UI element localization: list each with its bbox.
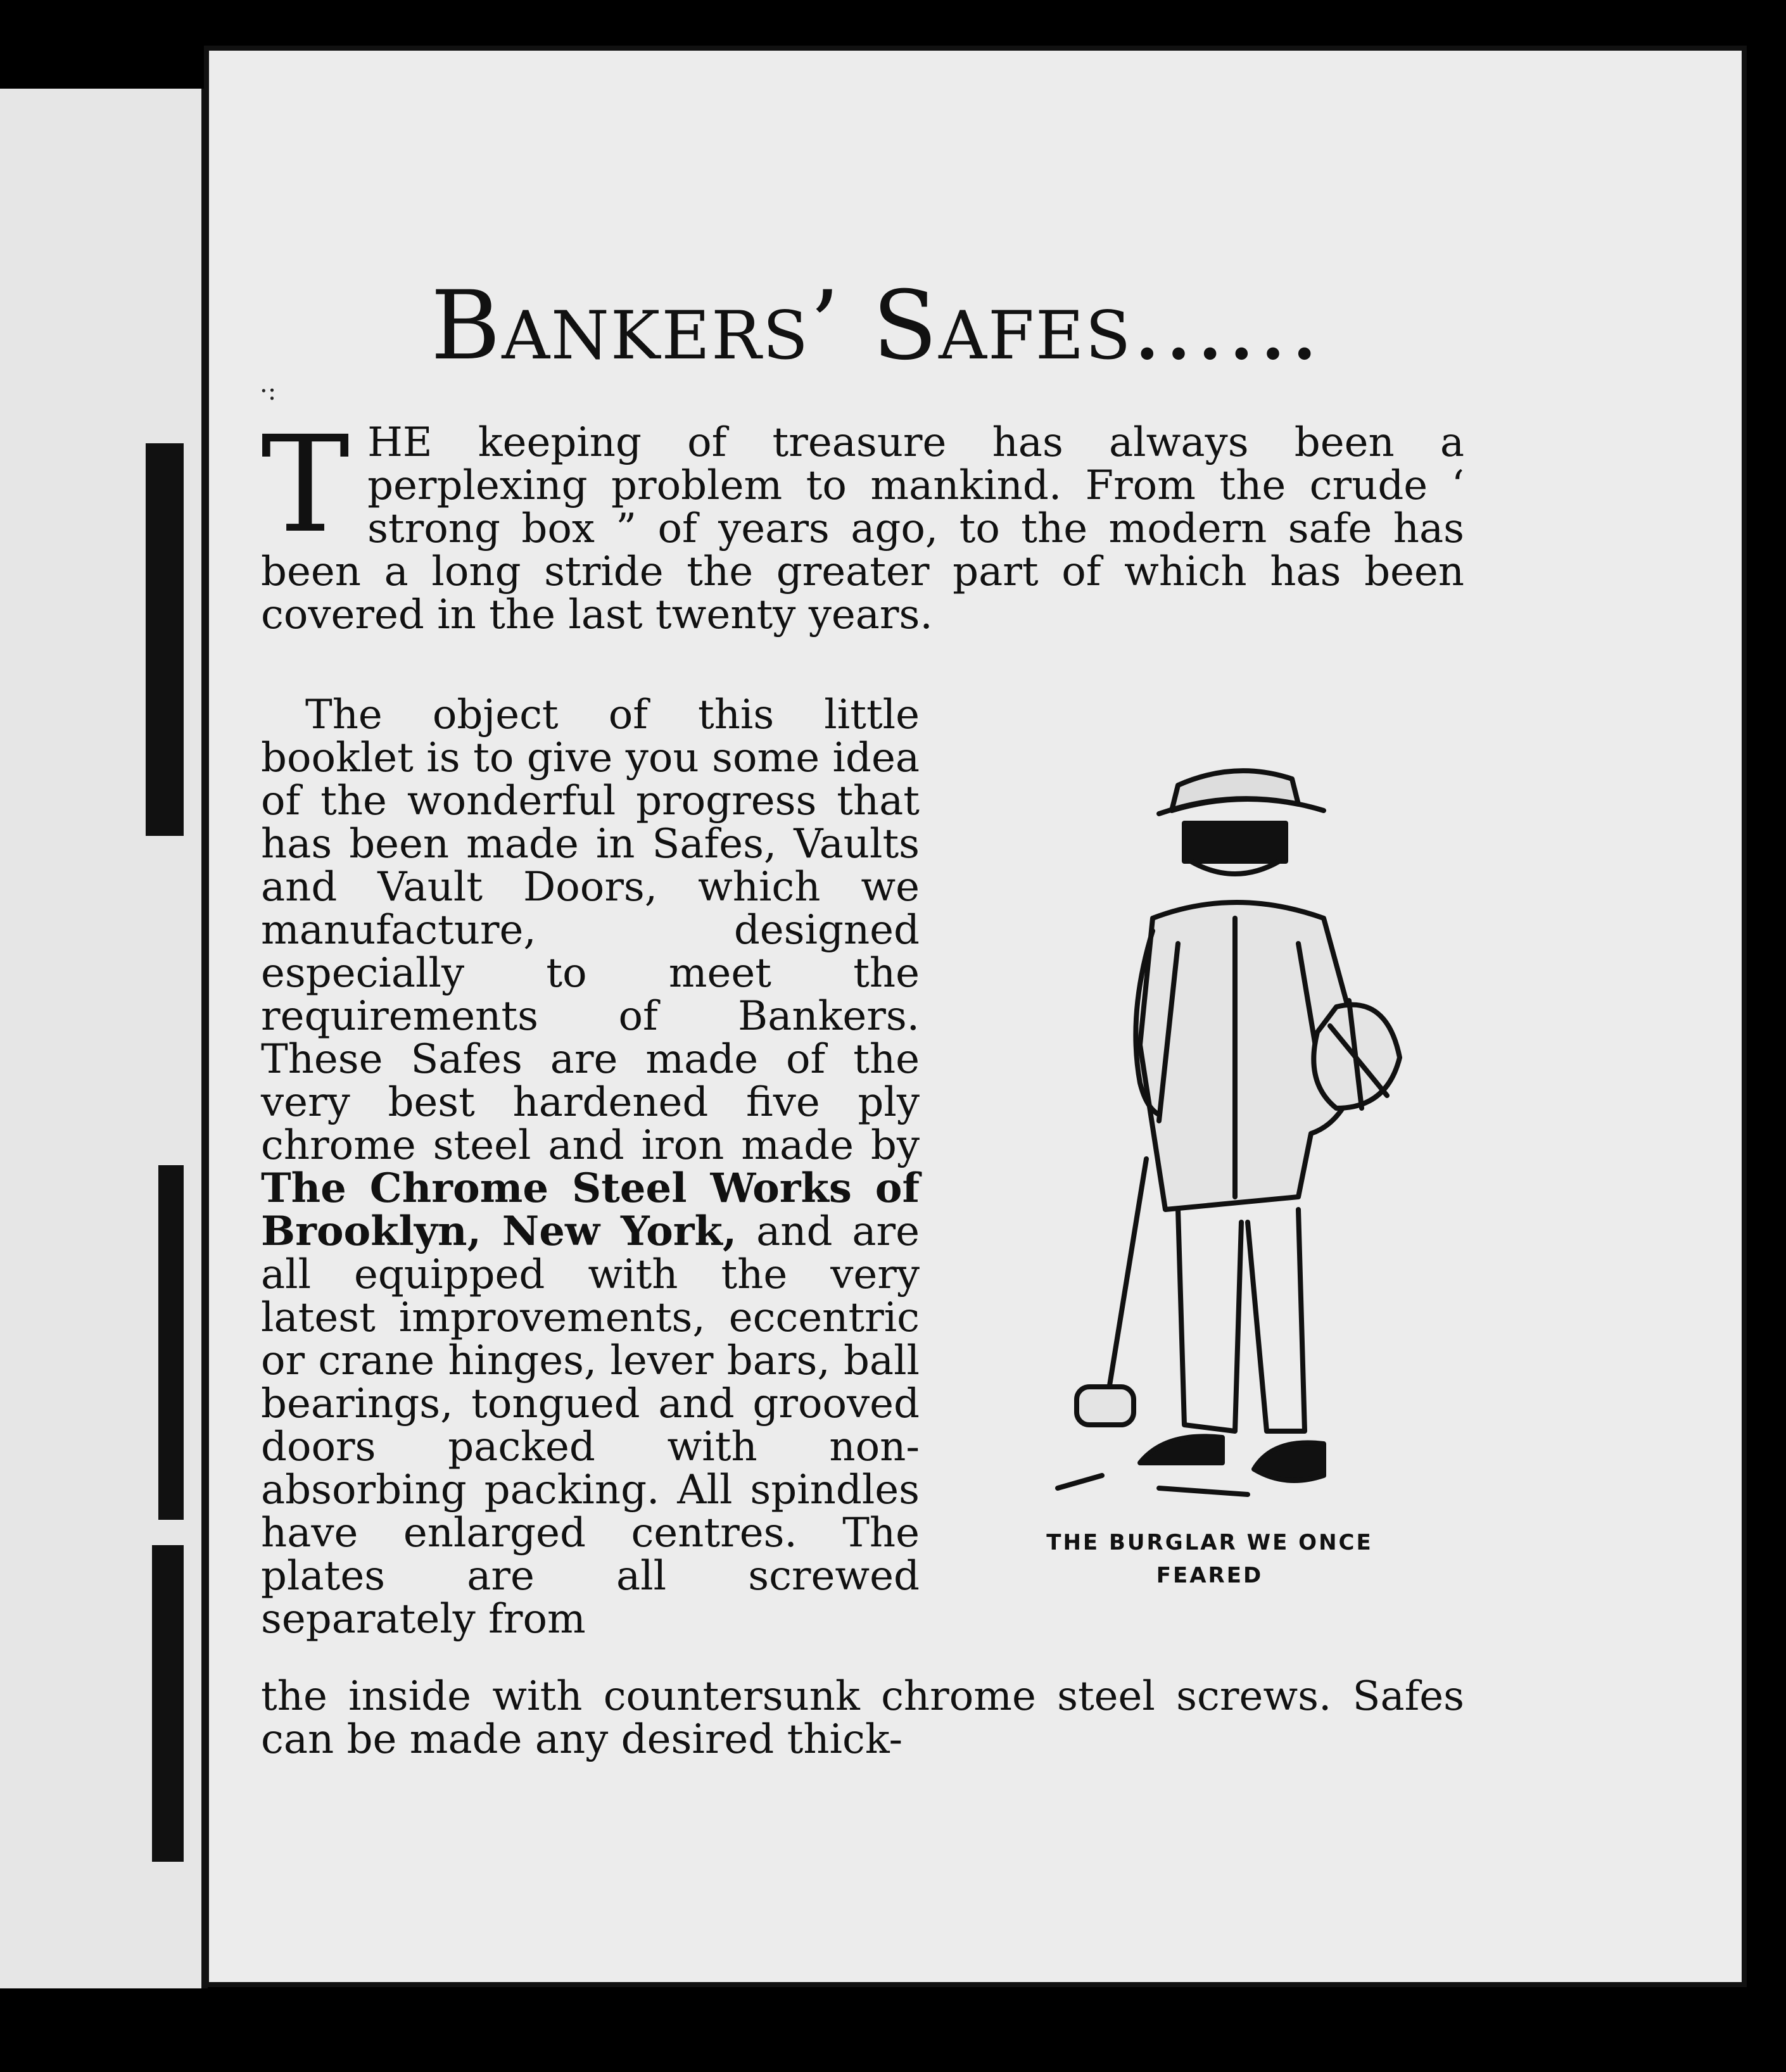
caption-line-1: THE BURGLAR WE ONCE [1046, 1530, 1373, 1555]
paragraph-continuation: the inside with countersunk chrome steel screws. Safes can be made any desired thick- [261, 1673, 1464, 1763]
caption-line-2: FEARED [1156, 1563, 1264, 1588]
paragraph-object-text-2: and are all equipped with the very latest improvements, eccentric or crane hinges, lever bars, ball bearings, tongued and grooved doors packed with non-absorbing packing. All spindles have enlarged centres. The plates are all screwed separately from [261, 1208, 920, 1643]
company-name-bold: The Chrome Steel Works of Brooklyn, New York, [261, 1165, 920, 1255]
adjacent-page-edge [0, 89, 208, 1988]
paragraph-intro-text: HE keeping of treasure has always been a perplexing problem to mankind. From the crude ‘ strong box ” of years ago, to the modern safe has been a long stride the greater part of which has been covered in the last twenty years. [261, 419, 1464, 638]
paragraph-object-text-1: The object of this little booklet is to give you some idea of the wonderful progress that has been made in Safes, Vaults and Vault Doors, which we manufacture, designed especially to meet the requirements of Bankers. These Safes are made of the very best hardened five ply chrome steel and iron made by [261, 692, 920, 1169]
illustration-caption [1013, 1526, 1406, 1592]
paragraph-object [261, 693, 920, 1641]
burglar-illustration-icon [1032, 728, 1425, 1551]
drop-cap: T [261, 407, 350, 562]
title-ornament: ·: [260, 377, 277, 406]
page-title: Bankers’ Safes...... [431, 271, 1321, 381]
paragraph-intro [261, 407, 1464, 638]
